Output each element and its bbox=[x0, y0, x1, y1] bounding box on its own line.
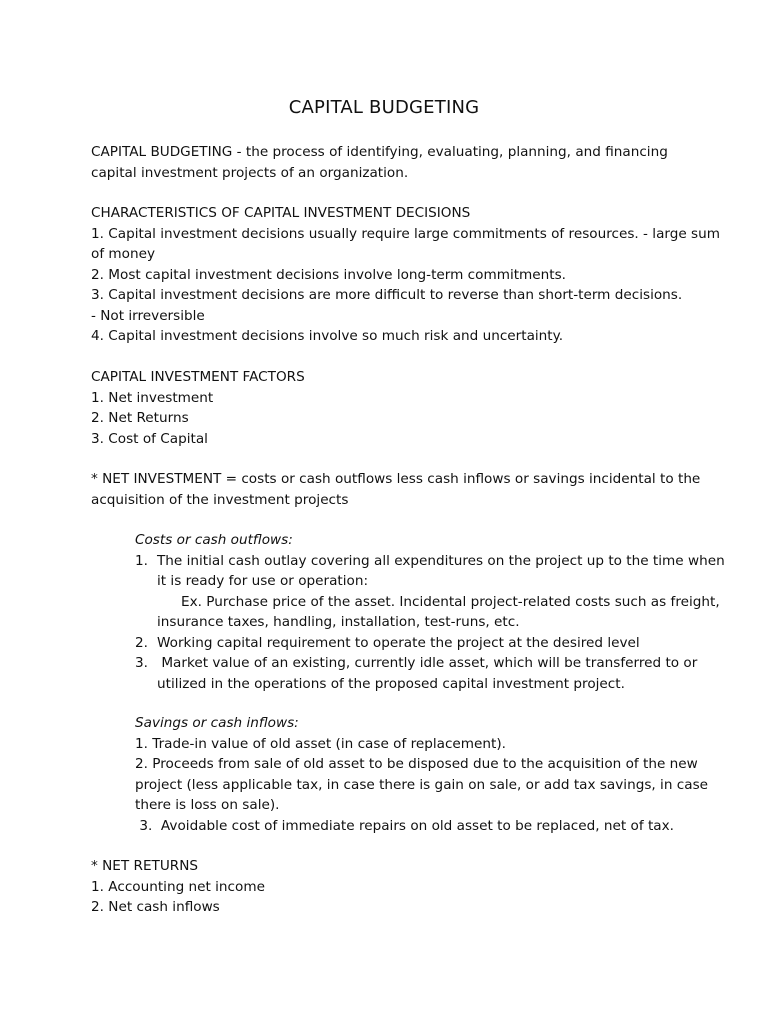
outflow-text: Working capital requirement to operate the project at the desired level bbox=[157, 634, 640, 651]
factors-heading: CAPITAL INVESTMENT FACTORS bbox=[91, 369, 305, 385]
net-returns-line: 2. Net cash inflows bbox=[91, 899, 220, 915]
net-investment-section bbox=[91, 469, 701, 510]
characteristics-line: 2. Most capital investment decisions involve long-term commitments. bbox=[91, 266, 567, 283]
definition-text: - the process of identifying, evaluating, planning, and financing bbox=[232, 144, 668, 160]
inflow-line: 1. Trade-in value of old asset (in case of replacement). bbox=[135, 735, 506, 752]
outflow-number: 3. bbox=[135, 655, 148, 671]
characteristics-heading: CHARACTERISTICS OF CAPITAL INVESTMENT DECISIONS bbox=[91, 205, 471, 221]
outflow-continuation: utilized in the operations of the proposed capital investment project. bbox=[157, 675, 625, 692]
outflows-section bbox=[91, 530, 725, 694]
outflow-item bbox=[91, 551, 725, 572]
characteristics-line: - Not irreversible bbox=[91, 307, 205, 324]
characteristics-line: 1. Capital investment decisions usually require large commitments of resources. - large sum bbox=[91, 225, 720, 242]
definition-section bbox=[91, 142, 691, 183]
factors-line: 3. Cost of Capital bbox=[91, 430, 208, 447]
outflow-continuation: it is ready for use or operation: bbox=[157, 573, 369, 589]
net-returns-line: 1. Accounting net income bbox=[91, 878, 265, 895]
inflow-line: there is loss on sale). bbox=[135, 797, 280, 813]
inflows-heading: Savings or cash inflows: bbox=[135, 715, 299, 731]
characteristics-line: 4. Capital investment decisions involve so much risk and uncertainty. bbox=[91, 328, 564, 344]
outflow-example-line: Ex. Purchase price of the asset. Incidental project-related costs such as freight, bbox=[181, 593, 720, 610]
inflow-line: 2. Proceeds from sale of old asset to be disposed due to the acquisition of the new bbox=[135, 756, 698, 772]
definition-line-2: capital investment projects of an organization. bbox=[91, 164, 409, 181]
net-returns-section bbox=[91, 856, 691, 918]
definition-line-1 bbox=[91, 142, 691, 163]
characteristics-line: 3. Capital investment decisions are more difficult to reverse than short-term decisions. bbox=[91, 287, 683, 303]
outflows-heading: Costs or cash outflows: bbox=[135, 532, 293, 548]
outflow-text: The initial cash outlay covering all expenditures on the project up to the time when bbox=[157, 552, 725, 569]
net-investment-line-2: acquisition of the investment projects bbox=[91, 491, 349, 508]
factors-section bbox=[91, 367, 691, 449]
outflow-example-line: insurance taxes, handling, installation, test-runs, etc. bbox=[157, 614, 520, 630]
characteristics-section bbox=[91, 203, 720, 347]
inflow-line: 3. Avoidable cost of immediate repairs on old asset to be replaced, net of tax. bbox=[135, 817, 674, 834]
net-investment-line-1 bbox=[91, 469, 701, 490]
outflow-number: 1. bbox=[135, 552, 148, 569]
net-investment-heading: * NET INVESTMENT = bbox=[91, 471, 238, 487]
page-title: CAPITAL BUDGETING bbox=[288, 97, 480, 118]
definition-term: CAPITAL BUDGETING bbox=[91, 144, 233, 160]
net-investment-text: costs or cash outflows less cash inflows or savings incidental to the bbox=[237, 471, 701, 487]
outflow-item bbox=[91, 653, 698, 674]
outflow-number: 2. bbox=[135, 634, 148, 651]
factors-line: 1. Net investment bbox=[91, 389, 214, 406]
factors-line: 2. Net Returns bbox=[91, 410, 189, 426]
inflow-line: project (less applicable tax, in case there is gain on sale, or add tax savings, in case bbox=[135, 776, 709, 793]
outflow-item bbox=[91, 633, 691, 654]
net-returns-heading: * NET RETURNS bbox=[91, 858, 199, 874]
characteristics-line: of money bbox=[91, 246, 156, 262]
inflows-section bbox=[91, 713, 709, 836]
outflow-text: Market value of an existing, currently idle asset, which will be transferred to or bbox=[157, 655, 698, 671]
